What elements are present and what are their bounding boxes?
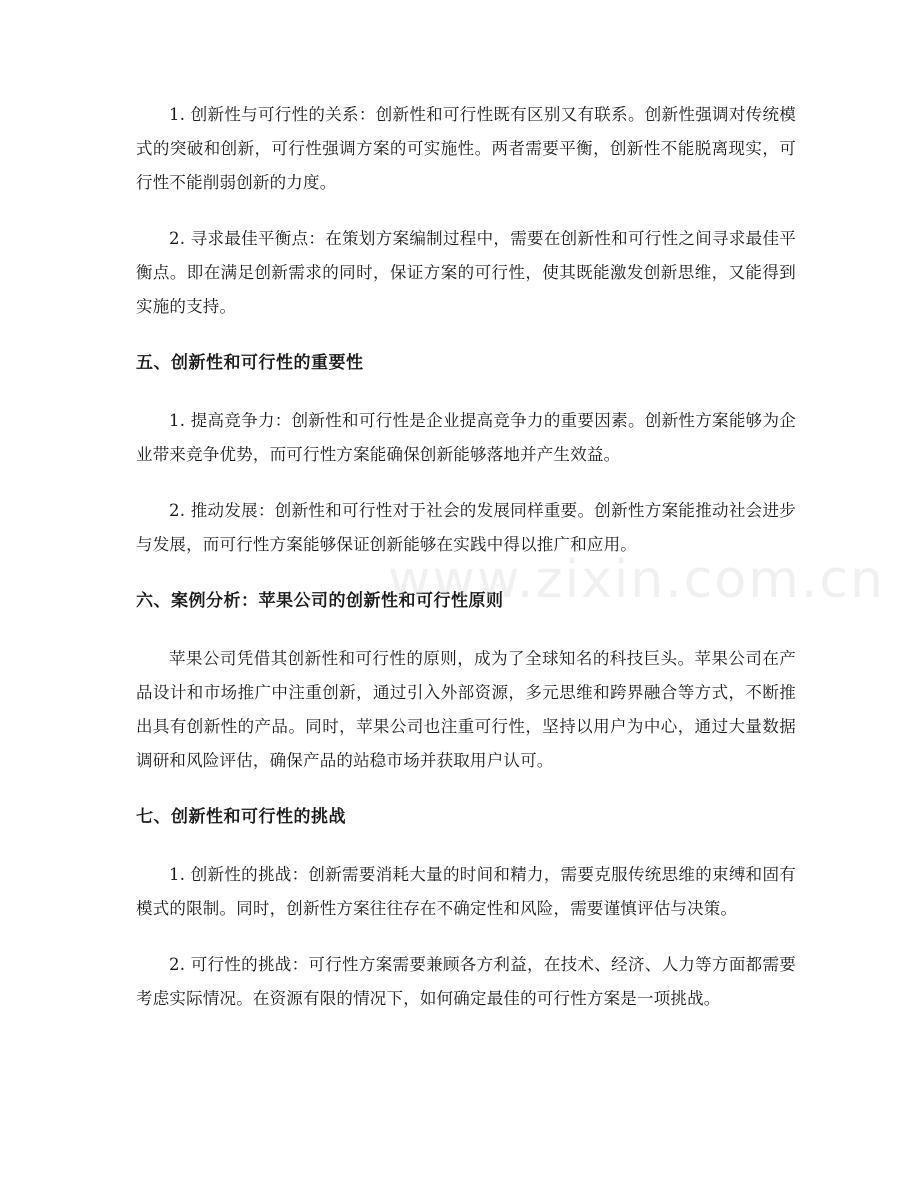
paragraph-feasibility-challenge: 2. 可行性的挑战：可行性方案需要兼顾各方利益，在技术、经济、人力等方面都需要考虑实际情况。在资源有限的情况下，如何确定最佳的可行性方案是一项挑战。 [136,955,796,1008]
document-body [136,98,796,1038]
section-heading-challenges: 七、创新性和可行性的挑战 [136,807,346,827]
paragraph-innovation-challenge: 1. 创新性的挑战：创新需要消耗大量的时间和精力，需要克服传统思维的束缚和固有模式的限制。同时，创新性方案往往存在不确定性和风险，需要谨慎评估与决策。 [136,865,796,918]
paragraph-apple-case: 苹果公司凭借其创新性和可行性的原则，成为了全球知名的科技巨头。苹果公司在产品设计和市场推广中注重创新，通过引入外部资源，多元思维和跨界融合等方式，不断推出具有创新性的产品。同时，苹果公司也注重可行性，坚持以用户为中心，通过大量数据调研和风险评估，确保产品的站稳市场并获取用户认可。 [136,649,796,770]
section-heading-importance: 五、创新性和可行性的重要性 [136,353,364,373]
paragraph-balance-point: 2. 寻求最佳平衡点：在策划方案编制过程中，需要在创新性和可行性之间寻求最佳平衡点。即在满足创新需求的同时，保证方案的可行性，使其既能激发创新思维，又能得到实施的支持。 [136,229,796,316]
paragraph-development: 2. 推动发展：创新性和可行性对于社会的发展同样重要。创新性方案能推动社会进步与发展，而可行性方案能够保证创新能够在实践中得以推广和应用。 [136,501,796,554]
paragraph-competitiveness: 1. 提高竞争力：创新性和可行性是企业提高竞争力的重要因素。创新性方案能够为企业带来竞争优势，而可行性方案能确保创新能够落地并产生效益。 [136,411,796,464]
paragraph-relationship: 1. 创新性与可行性的关系：创新性和可行性既有区别又有联系。创新性强调对传统模式的突破和创新，可行性强调方案的可实施性。两者需要平衡，创新性不能脱离现实，可行性不能削弱创新的力度。 [136,105,796,192]
watermark: www.zixin.com.cn [388,550,885,610]
section-heading-case-study: 六、案例分析：苹果公司的创新性和可行性原则 [136,591,504,611]
